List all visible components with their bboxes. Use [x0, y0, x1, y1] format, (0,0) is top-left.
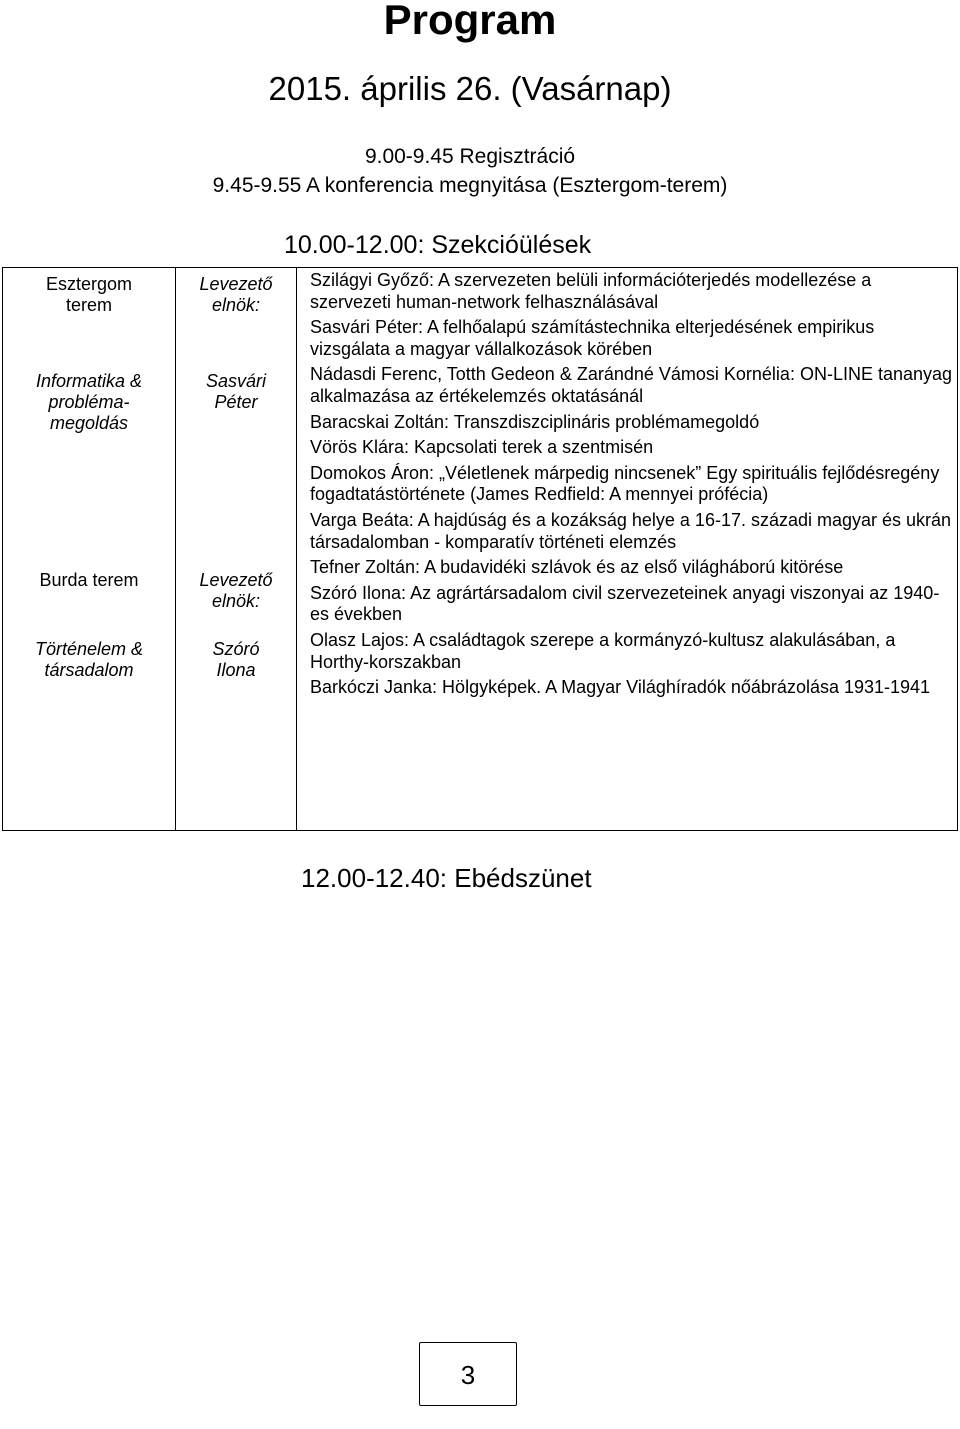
room-name-line: Esztergom	[45, 274, 133, 294]
registration-line: 9.00-9.45 Regisztráció	[364, 145, 576, 168]
talks-column	[310, 270, 955, 699]
room-name-line: Burda terem	[39, 570, 139, 590]
chair-name	[176, 639, 296, 681]
schedule-table	[2, 267, 958, 831]
talk-item: Varga Beáta: A hajdúság és a kozákság helye a 16-17. századi magyar és ukrán társadalomban - komparatív történeti elemzés	[310, 509, 952, 552]
room-name	[3, 570, 175, 591]
sessions-heading: 10.00-12.00: Szekcióülések	[284, 231, 592, 259]
talk-item: Szilágyi Győző: A szervezeten belüli információterjedés modellezése a szervezeti human-network felhasználásával	[310, 270, 872, 312]
talk-item: Szóró Ilona: Az agrártársadalom civil szervezeteinek anyagi viszonyai az 1940-es években	[310, 582, 940, 625]
chair-label-line: Levezető	[199, 274, 273, 294]
talk-item: Baracskai Zoltán: Transzdiszciplináris problémamegoldó	[310, 411, 760, 432]
topic-line: Történelem &	[34, 639, 144, 659]
chair-name	[176, 371, 296, 413]
event-date: 2015. április 26. (Vasárnap)	[268, 70, 672, 107]
chair-name-line: Péter	[214, 392, 258, 412]
room-name	[3, 274, 175, 316]
talk-item: Vörös Klára: Kapcsolati terek a szentmisén	[310, 437, 654, 458]
chair-name-line: Ilona	[216, 660, 256, 680]
room-name-line: terem	[65, 295, 112, 315]
chair-label-line: elnök:	[211, 295, 261, 315]
page-number: 3	[419, 1342, 517, 1406]
talk-item: Olasz Lajos: A családtagok szerepe a kormányzó-kultusz alakulásában, a Horthy-korszakban	[310, 629, 896, 672]
chair-name-line: Sasvári	[205, 371, 267, 391]
talk-item: Domokos Áron: „Véletlenek márpedig nincsenek” Egy spirituális fejlődésregény fogadtatástörténete (James Redfield: A mennyei prófécia)	[310, 462, 940, 505]
chair-label-line: Levezető	[199, 570, 273, 590]
topic-line: Informatika &	[35, 371, 143, 391]
column-divider	[175, 268, 176, 830]
talk-item: Barkóczi Janka: Hölgyképek. A Magyar Világhíradók nőábrázolása 1931-1941	[310, 677, 931, 698]
chair-label	[176, 570, 296, 612]
column-divider	[296, 268, 297, 830]
chair-label	[176, 274, 296, 316]
talk-item: Sasvári Péter: A felhőalapú számítástechnika elterjedésének empirikus vizsgálata a magyar vállalkozások körében	[310, 317, 875, 359]
topic-line: megoldás	[49, 413, 129, 433]
section-topic	[3, 639, 175, 681]
chair-label-line: elnök:	[211, 591, 261, 611]
lunch-break: 12.00-12.40: Ebédszünet	[301, 863, 592, 893]
section-topic	[3, 371, 175, 434]
chair-name-line: Szóró	[212, 639, 260, 659]
topic-line: társadalom	[44, 660, 134, 680]
topic-line: probléma-	[48, 392, 130, 412]
talk-item: Nádasdi Ferenc, Totth Gedeon & Zarándné Vámosi Kornélia: ON-LINE tananyag alkalmazása az értékelemzés oktatásánál	[310, 364, 953, 406]
opening-line: 9.45-9.55 A konferencia megnyitása (Esztergom-terem)	[212, 174, 728, 197]
page-title: Program	[383, 0, 557, 43]
talk-item: Tefner Zoltán: A budavidéki szlávok és az első világháború kitörése	[310, 557, 844, 578]
